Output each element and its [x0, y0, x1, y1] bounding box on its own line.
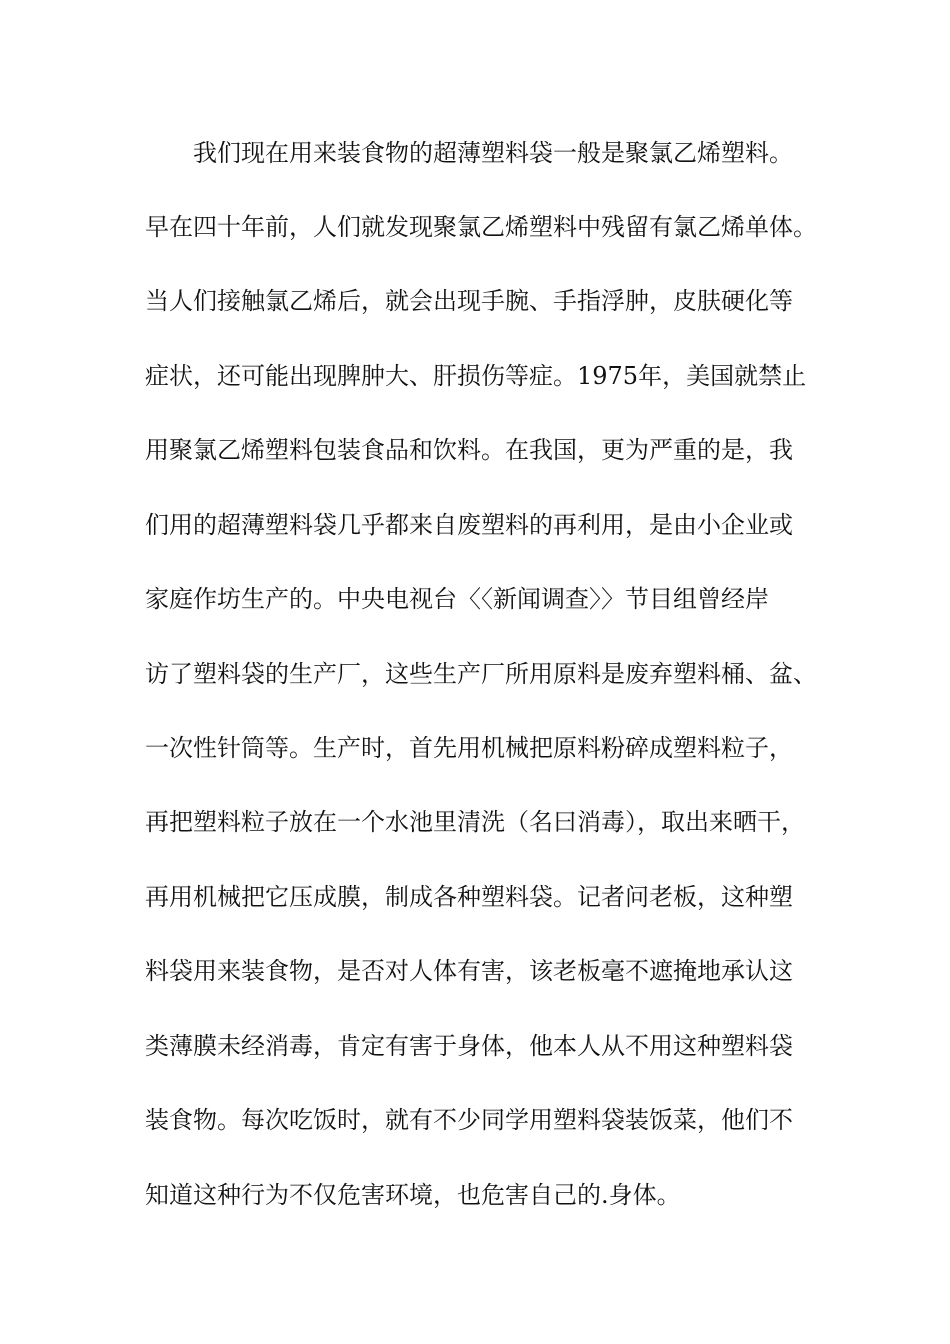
paragraph-line-5: 用聚氯乙烯塑料包装食品和饮料。在我国，更为严重的是，我 — [145, 436, 793, 464]
paragraph-line-10: 再把塑料粒子放在一个水池里清洗（名曰消毒），取出来晒干， — [145, 808, 805, 836]
paragraph-line-4: 症状，还可能出现脾肿大、肝损伤等症。1975年，美国就禁止 — [145, 362, 807, 390]
paragraph-line-2: 早在四十年前，人们就发现聚氯乙烯塑料中残留有氯乙烯单体。 — [145, 213, 817, 241]
paragraph-line-8: 访了塑料袋的生产厂，这些生产厂所用原料是废弃塑料桶、盆、 — [145, 660, 817, 688]
paragraph-line-3: 当人们接触氯乙烯后，就会出现手腕、手指浮肿，皮肤硬化等 — [145, 287, 793, 315]
paragraph-line-13: 类薄膜未经消毒，肯定有害于身体，他本人从不用这种塑料袋 — [145, 1032, 793, 1060]
paragraph-line-14: 装食物。每次吃饭时，就有不少同学用塑料袋装饭菜，他们不 — [145, 1106, 793, 1134]
paragraph-line-7: 家庭作坊生产的。中央电视台〈〈新闻调查〉〉节目组曾经岸 — [145, 585, 769, 613]
paragraph-line-15: 知道这种行为不仅危害环境，也危害自己的.身体。 — [145, 1181, 681, 1209]
paragraph-line-6: 们用的超薄塑料袋几乎都来自废塑料的再利用，是由小企业或 — [145, 511, 793, 539]
paragraph-line-1: 我们现在用来装食物的超薄塑料袋一般是聚氯乙烯塑料。 — [193, 139, 793, 167]
paragraph-line-9: 一次性针筒等。生产时，首先用机械把原料粉碎成塑料粒子， — [145, 734, 793, 762]
paragraph-line-11: 再用机械把它压成膜，制成各种塑料袋。记者问老板，这种塑 — [145, 883, 793, 911]
paragraph-line-12: 料袋用来装食物，是否对人体有害，该老板毫不遮掩地承认这 — [145, 957, 793, 985]
